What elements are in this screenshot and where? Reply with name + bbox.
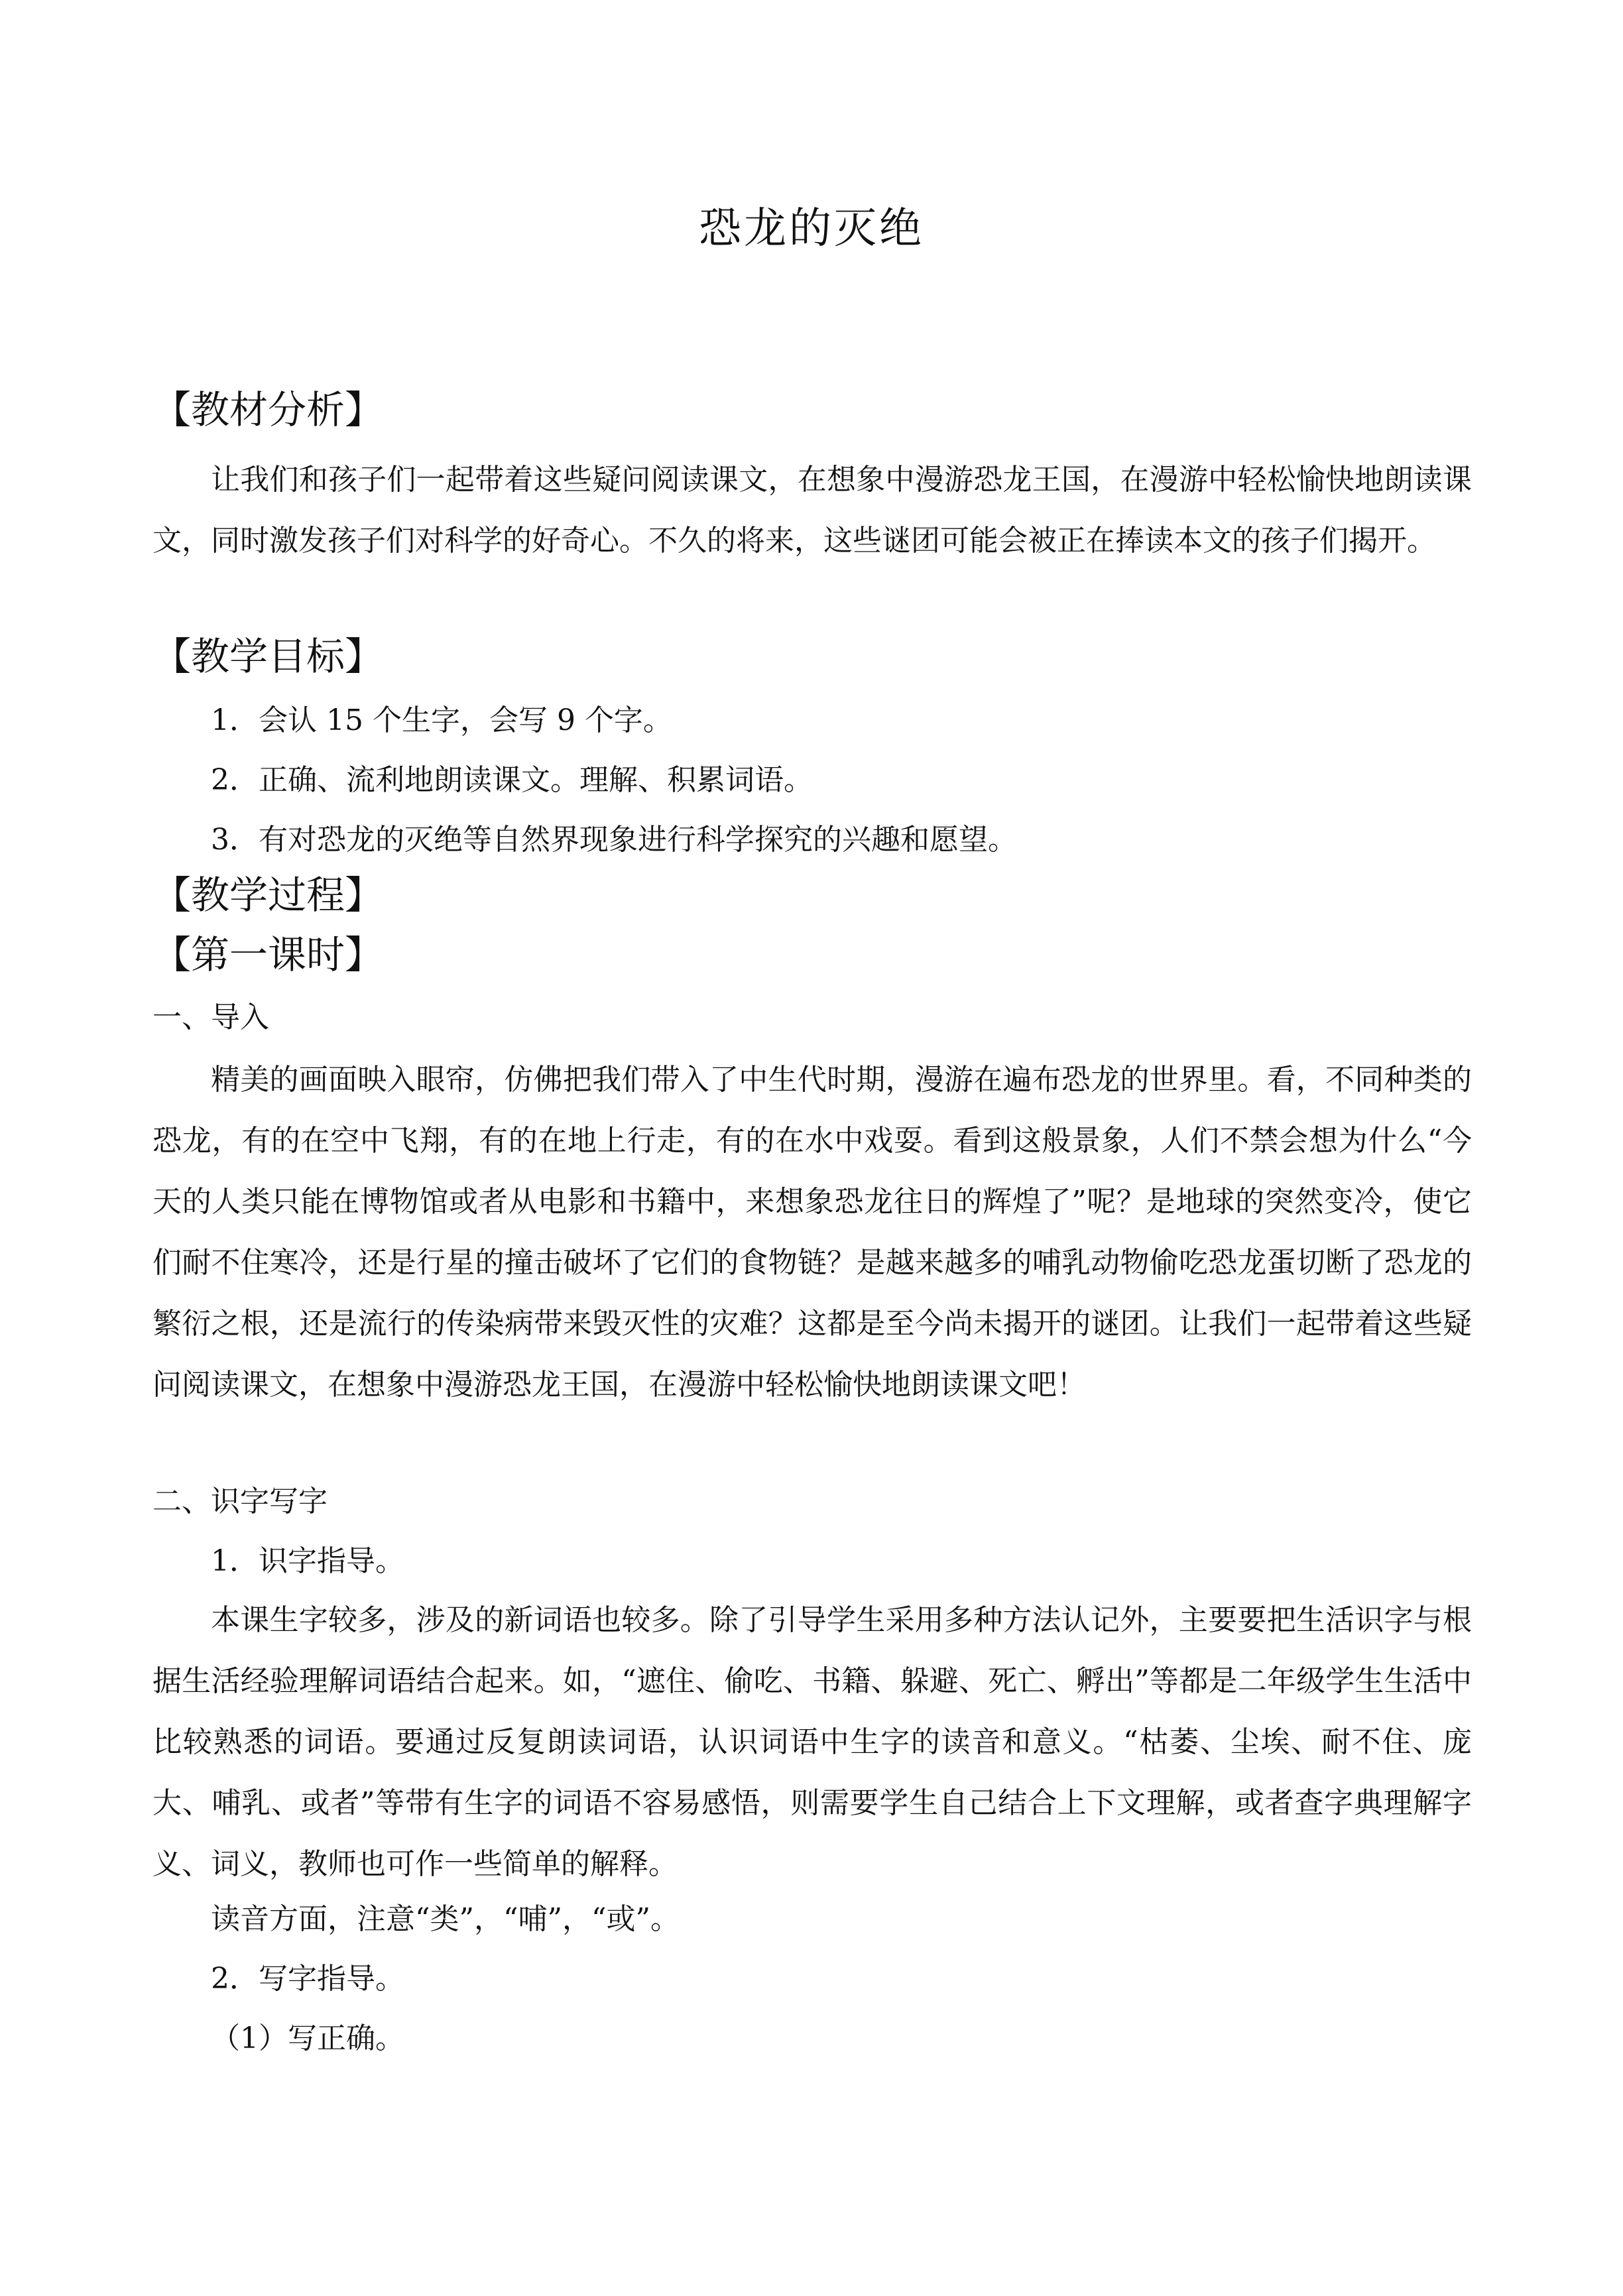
section-intro-label: 一、导入	[152, 1000, 269, 1034]
heading-material-analysis: 【教材分析】	[152, 387, 384, 432]
goal-item-2: 2．正确、流利地朗读课文。理解、积累词语。	[211, 763, 813, 797]
material-analysis-paragraph: 让我们和孩子们一起带着这些疑问阅读课文，在想象中漫游恐龙王国，在漫游中轻松愉快地朗读课文，同时激发孩子们对科学的好奇心。不久的将来，这些谜团可能会被正在捧读本文的孩子们揭开。	[152, 463, 1472, 558]
pronunciation-note: 读音方面，注意“类”，“哺”，“或”。	[211, 1902, 680, 1936]
intro-paragraph: 精美的画面映入眼帘，仿佛把我们带入了中生代时期，漫游在遍布恐龙的世界里。看，不同种类的恐龙，有的在空中飞翔，有的在地上行走，有的在水中戏耍。看到这般景象，人们不禁会想为什么“今天的人类只能在博物馆或者从电影和书籍中，来想象恐龙往日的辉煌了”呢？是地球的突然变冷，使它们耐不住寒冷，还是行星的撞击破坏了它们的食物链？是越来越多的哺乳动物偷吃恐龙蛋切断了恐龙的繁衍之根，还是流行的传染病带来毁灭性的灾难？这都是至今尚未揭开的谜团。让我们一起带着这些疑问阅读课文，在想象中漫游恐龙王国，在漫游中轻松愉快地朗读课文吧！	[152, 1063, 1472, 1402]
goal-item-1: 1．会认 15 个生字，会写 9 个字。	[211, 703, 672, 737]
page-title: 恐龙的灭绝	[699, 204, 924, 253]
heading-teaching-goals: 【教学目标】	[152, 634, 384, 679]
literacy-item-1: 1．识字指导。	[211, 1544, 404, 1578]
heading-teaching-process: 【教学过程】	[152, 873, 384, 918]
literacy-paragraph: 本课生字较多，涉及的新词语也较多。除了引导学生采用多种方法认记外，主要要把生活识字与根据生活经验理解词语结合起来。如，“遮住、偷吃、书籍、躲避、死亡、孵出”等都是二年级学生生活中比较熟悉的词语。要通过反复朗读词语，认识词语中生字的读音和意义。“枯萎、尘埃、耐不住、庞大、哺乳、或者”等带有生字的词语不容易感悟，则需要学生自己结合上下文理解，或者查字典理解字义、词义，教师也可作一些简单的解释。	[152, 1603, 1472, 1881]
goal-item-3: 3．有对恐龙的灭绝等自然界现象进行科学探究的兴趣和愿望。	[211, 823, 1017, 857]
heading-first-lesson: 【第一课时】	[152, 932, 384, 977]
writing-subitem-1: （1）写正确。	[211, 2022, 404, 2055]
writing-item-2: 2．写字指导。	[211, 1962, 404, 1996]
section-literacy-label: 二、识字写字	[152, 1484, 328, 1518]
